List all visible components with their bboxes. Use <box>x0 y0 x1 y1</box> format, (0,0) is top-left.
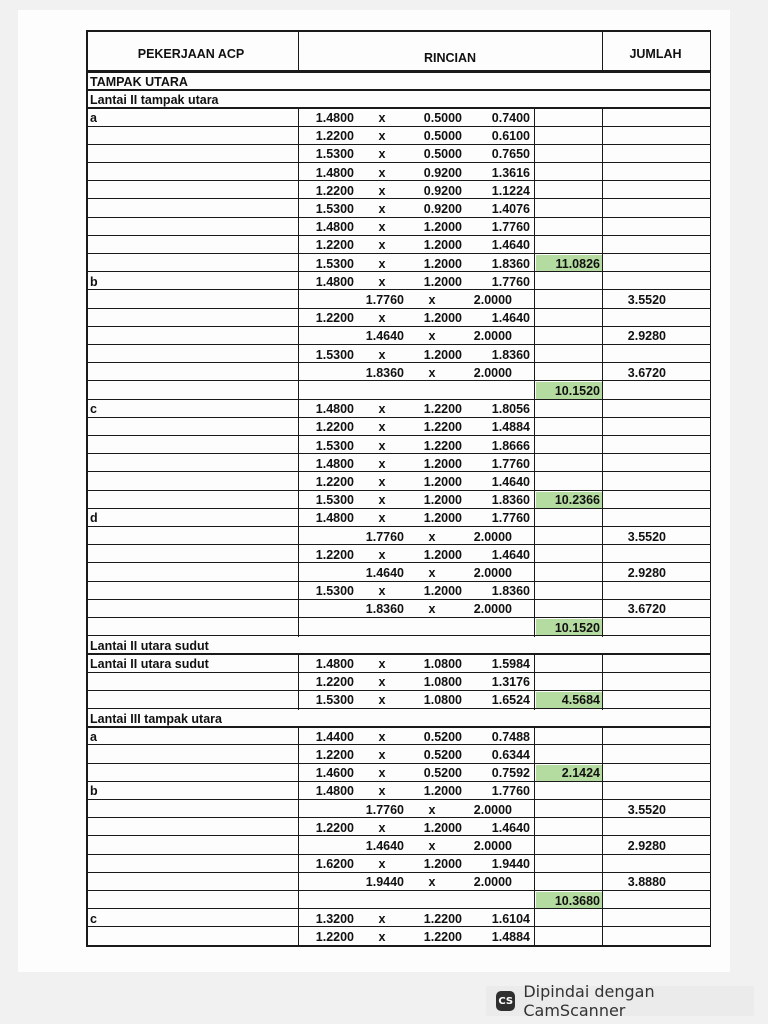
row-product: 1.4076 <box>491 201 530 216</box>
factor-b: 1.2000 <box>423 274 462 289</box>
factor-b: 0.5000 <box>423 129 462 144</box>
multiply-sign: x <box>378 693 386 708</box>
factor-a: 1.5300 <box>315 147 354 162</box>
factor-b: 2.0000 <box>473 802 512 817</box>
multiply-sign: x <box>428 292 436 307</box>
merged-row-cover <box>297 91 605 107</box>
factor-a: 1.2200 <box>315 129 354 144</box>
row-border <box>86 471 711 472</box>
row-product: 1.8666 <box>491 438 530 453</box>
row-product: 1.3176 <box>491 675 530 690</box>
multiply-sign: x <box>378 147 386 162</box>
multiply-sign: x <box>428 329 436 344</box>
row-border <box>86 562 711 563</box>
factor-a: 1.4800 <box>315 402 354 417</box>
factor-b: 1.2000 <box>423 820 462 835</box>
multiply-sign: x <box>378 511 386 526</box>
factor-b: 1.2000 <box>423 456 462 471</box>
multiply-sign: x <box>378 911 386 926</box>
row-product: 1.7760 <box>491 511 530 526</box>
row-label: Lantai II utara sudut <box>90 638 209 653</box>
row-product: 3.5520 <box>627 802 666 817</box>
row-border <box>86 744 711 745</box>
row-label: b <box>90 784 98 799</box>
multiply-sign: x <box>378 656 386 671</box>
row-border <box>86 126 711 127</box>
factor-a: 1.2200 <box>315 474 354 489</box>
row-product: 0.6344 <box>491 747 530 762</box>
row-border <box>86 326 711 327</box>
row-product: 3.6720 <box>627 365 666 380</box>
factor-a: 1.8360 <box>365 365 404 380</box>
factor-a: 1.2200 <box>315 420 354 435</box>
factor-a: 1.2200 <box>315 675 354 690</box>
multiply-sign: x <box>378 402 386 417</box>
row-border <box>86 581 711 582</box>
row-label: a <box>90 729 97 744</box>
row-product: 0.7488 <box>491 729 530 744</box>
row-product: 1.4640 <box>491 474 530 489</box>
header-jumlah: JUMLAH <box>629 47 682 61</box>
row-product: 1.4640 <box>491 547 530 562</box>
multiply-sign: x <box>378 274 386 289</box>
multiply-sign: x <box>428 602 436 617</box>
factor-b: 0.5000 <box>423 110 462 125</box>
factor-b: 2.0000 <box>473 292 512 307</box>
camscanner-watermark <box>486 982 754 1020</box>
factor-a: 1.7760 <box>365 529 404 544</box>
factor-b: 1.2000 <box>423 347 462 362</box>
table-top-border <box>86 30 711 32</box>
row-border <box>86 162 711 163</box>
row-border <box>86 198 711 199</box>
factor-b: 0.5000 <box>423 147 462 162</box>
factor-a: 1.4600 <box>315 766 354 781</box>
multiply-sign: x <box>378 347 386 362</box>
factor-b: 2.0000 <box>473 329 512 344</box>
row-border <box>86 289 711 290</box>
row-label: Lantai II tampak utara <box>90 92 219 107</box>
factor-b: 0.9200 <box>423 165 462 180</box>
factor-a: 1.4400 <box>315 729 354 744</box>
factor-a: 1.5300 <box>315 584 354 599</box>
subtotal-value: 2.1424 <box>561 766 600 781</box>
multiply-sign: x <box>378 820 386 835</box>
subtotal-value: 4.5684 <box>561 693 600 708</box>
factor-a: 1.5300 <box>315 493 354 508</box>
factor-a: 1.4800 <box>315 511 354 526</box>
row-border <box>86 599 711 600</box>
row-product: 1.4640 <box>491 820 530 835</box>
factor-b: 2.0000 <box>473 365 512 380</box>
camscanner-logo-icon: CS <box>496 991 515 1011</box>
multiply-sign: x <box>428 802 436 817</box>
multiply-sign: x <box>428 565 436 580</box>
row-product: 1.4884 <box>491 929 530 944</box>
row-border <box>86 235 711 236</box>
row-border <box>86 526 711 527</box>
row-label: a <box>90 110 97 125</box>
row-border <box>86 435 711 436</box>
row-product: 1.6104 <box>491 911 530 926</box>
row-border <box>86 271 711 272</box>
multiply-sign: x <box>378 929 386 944</box>
row-label: Lantai III tampak utara <box>90 711 222 726</box>
factor-b: 0.5200 <box>423 729 462 744</box>
subtotal-value: 11.0826 <box>555 256 600 271</box>
factor-b: 1.2000 <box>423 857 462 872</box>
factor-a: 1.4800 <box>315 456 354 471</box>
factor-a: 1.9440 <box>365 875 404 890</box>
row-product: 0.7650 <box>491 147 530 162</box>
factor-b: 1.2000 <box>423 511 462 526</box>
factor-b: 1.2000 <box>423 256 462 271</box>
merged-row-cover <box>297 710 605 726</box>
header-divider-1 <box>298 30 299 72</box>
factor-b: 0.9200 <box>423 183 462 198</box>
factor-a: 1.6200 <box>315 857 354 872</box>
row-border <box>86 781 711 782</box>
row-border <box>86 453 711 454</box>
row-border <box>86 872 711 873</box>
row-border <box>86 835 711 836</box>
factor-a: 1.2200 <box>315 820 354 835</box>
row-label: d <box>90 511 98 526</box>
multiply-sign: x <box>378 311 386 326</box>
subtotal-value: 10.3680 <box>554 893 600 908</box>
row-border <box>86 399 711 400</box>
camscanner-text: Dipindai dengan CamScanner <box>523 982 655 1020</box>
table-bottom-border <box>86 945 711 947</box>
row-border <box>86 854 711 855</box>
table-left-border <box>86 30 88 946</box>
multiply-sign: x <box>428 875 436 890</box>
multiply-sign: x <box>378 201 386 216</box>
row-product: 1.8056 <box>491 402 530 417</box>
multiply-sign: x <box>378 729 386 744</box>
multiply-sign: x <box>378 438 386 453</box>
subtotal-value: 10.1520 <box>554 620 600 635</box>
row-product: 1.5984 <box>491 656 530 671</box>
row-product: 1.7760 <box>491 220 530 235</box>
scanned-page <box>18 10 730 972</box>
multiply-sign: x <box>378 256 386 271</box>
factor-b: 2.0000 <box>473 875 512 890</box>
row-product: 3.5520 <box>627 292 666 307</box>
factor-b: 1.2200 <box>423 438 462 453</box>
factor-a: 1.4800 <box>315 656 354 671</box>
factor-b: 1.0800 <box>423 675 462 690</box>
row-border <box>86 308 711 309</box>
factor-b: 1.2200 <box>423 402 462 417</box>
factor-a: 1.5300 <box>315 347 354 362</box>
row-border <box>86 617 711 618</box>
row-product: 1.3616 <box>491 165 530 180</box>
row-label: c <box>90 402 97 417</box>
row-border <box>86 380 711 381</box>
row-border <box>86 144 711 145</box>
factor-b: 2.0000 <box>473 529 512 544</box>
multiply-sign: x <box>378 220 386 235</box>
row-product: 1.8360 <box>491 493 530 508</box>
row-product: 1.4884 <box>491 420 530 435</box>
row-product: 1.8360 <box>491 347 530 362</box>
factor-b: 1.2200 <box>423 929 462 944</box>
factor-b: 1.2200 <box>423 911 462 926</box>
row-border <box>86 180 711 181</box>
row-border <box>86 508 711 509</box>
row-product: 1.8360 <box>491 584 530 599</box>
row-border <box>86 217 711 218</box>
factor-a: 1.5300 <box>315 256 354 271</box>
factor-b: 1.2000 <box>423 493 462 508</box>
row-border <box>86 763 711 764</box>
merged-row-cover <box>297 637 605 653</box>
factor-a: 1.3200 <box>315 911 354 926</box>
multiply-sign: x <box>378 110 386 125</box>
row-product: 1.9440 <box>491 857 530 872</box>
subtotal-value: 10.1520 <box>554 383 600 398</box>
factor-a: 1.7760 <box>365 802 404 817</box>
row-border <box>86 253 711 254</box>
multiply-sign: x <box>378 547 386 562</box>
multiply-sign: x <box>428 529 436 544</box>
row-product: 3.8880 <box>627 875 666 890</box>
factor-a: 1.5300 <box>315 693 354 708</box>
row-border <box>86 890 711 891</box>
factor-a: 1.2200 <box>315 183 354 198</box>
row-product: 1.4640 <box>491 238 530 253</box>
factor-b: 0.9200 <box>423 201 462 216</box>
row-border <box>86 690 711 691</box>
header-pekerjaan-acp: PEKERJAAN ACP <box>137 47 245 61</box>
factor-a: 1.4640 <box>365 838 404 853</box>
row-label: TAMPAK UTARA <box>90 74 188 89</box>
factor-a: 1.4800 <box>315 274 354 289</box>
factor-a: 1.7760 <box>365 292 404 307</box>
multiply-sign: x <box>378 165 386 180</box>
row-border <box>86 799 711 800</box>
row-product: 1.7760 <box>491 784 530 799</box>
acp-calculation-table <box>86 30 711 958</box>
multiply-sign: x <box>378 456 386 471</box>
row-border <box>86 417 711 418</box>
factor-b: 1.2000 <box>423 311 462 326</box>
row-product: 1.6524 <box>491 693 530 708</box>
row-border <box>86 107 711 109</box>
factor-a: 1.8360 <box>365 602 404 617</box>
factor-b: 1.2200 <box>423 420 462 435</box>
row-product: 1.4640 <box>491 311 530 326</box>
row-product: 1.1224 <box>491 183 530 198</box>
multiply-sign: x <box>378 474 386 489</box>
table-right-border <box>710 30 712 946</box>
factor-a: 1.2200 <box>315 929 354 944</box>
factor-b: 1.2000 <box>423 584 462 599</box>
factor-b: 2.0000 <box>473 838 512 853</box>
factor-b: 2.0000 <box>473 565 512 580</box>
factor-a: 1.4800 <box>315 110 354 125</box>
row-border <box>86 653 711 655</box>
factor-a: 1.2200 <box>315 747 354 762</box>
factor-b: 0.5200 <box>423 747 462 762</box>
row-product: 0.6100 <box>491 129 530 144</box>
row-product: 1.7760 <box>491 456 530 471</box>
row-product: 3.6720 <box>627 602 666 617</box>
row-product: 2.9280 <box>627 838 666 853</box>
row-border <box>86 817 711 818</box>
row-border <box>86 908 711 909</box>
row-product: 0.7400 <box>491 110 530 125</box>
merged-row-cover <box>297 73 605 89</box>
row-border <box>86 362 711 363</box>
factor-a: 1.4800 <box>315 220 354 235</box>
row-product: 1.8360 <box>491 256 530 271</box>
factor-b: 2.0000 <box>473 602 512 617</box>
row-label: Lantai II utara sudut <box>90 656 209 671</box>
multiply-sign: x <box>378 493 386 508</box>
multiply-sign: x <box>378 183 386 198</box>
multiply-sign: x <box>378 584 386 599</box>
multiply-sign: x <box>378 766 386 781</box>
row-border <box>86 490 711 491</box>
subtotal-value: 10.2366 <box>554 493 600 508</box>
row-label: c <box>90 911 97 926</box>
factor-b: 0.5200 <box>423 766 462 781</box>
factor-a: 1.4800 <box>315 165 354 180</box>
factor-b: 1.2000 <box>423 784 462 799</box>
factor-a: 1.5300 <box>315 438 354 453</box>
factor-b: 1.2000 <box>423 547 462 562</box>
factor-b: 1.0800 <box>423 656 462 671</box>
factor-a: 1.2200 <box>315 238 354 253</box>
factor-a: 1.4640 <box>365 329 404 344</box>
row-border <box>86 926 711 927</box>
factor-a: 1.4640 <box>365 565 404 580</box>
multiply-sign: x <box>378 238 386 253</box>
row-product: 3.5520 <box>627 529 666 544</box>
multiply-sign: x <box>378 129 386 144</box>
factor-b: 1.2000 <box>423 238 462 253</box>
multiply-sign: x <box>428 838 436 853</box>
row-product: 2.9280 <box>627 329 666 344</box>
header-divider-2 <box>602 30 603 72</box>
multiply-sign: x <box>378 857 386 872</box>
factor-a: 1.2200 <box>315 547 354 562</box>
row-border <box>86 672 711 673</box>
row-product: 1.7760 <box>491 274 530 289</box>
multiply-sign: x <box>378 784 386 799</box>
factor-a: 1.2200 <box>315 311 354 326</box>
factor-a: 1.4800 <box>315 784 354 799</box>
row-border <box>86 544 711 545</box>
factor-b: 1.0800 <box>423 693 462 708</box>
multiply-sign: x <box>378 747 386 762</box>
factor-b: 1.2000 <box>423 220 462 235</box>
row-product: 2.9280 <box>627 565 666 580</box>
row-product: 0.7592 <box>491 766 530 781</box>
factor-a: 1.5300 <box>315 201 354 216</box>
row-border <box>86 726 711 728</box>
header-rincian: RINCIAN <box>423 51 477 65</box>
row-label: b <box>90 274 98 289</box>
multiply-sign: x <box>378 675 386 690</box>
row-border <box>86 344 711 345</box>
factor-b: 1.2000 <box>423 474 462 489</box>
multiply-sign: x <box>378 420 386 435</box>
multiply-sign: x <box>428 365 436 380</box>
